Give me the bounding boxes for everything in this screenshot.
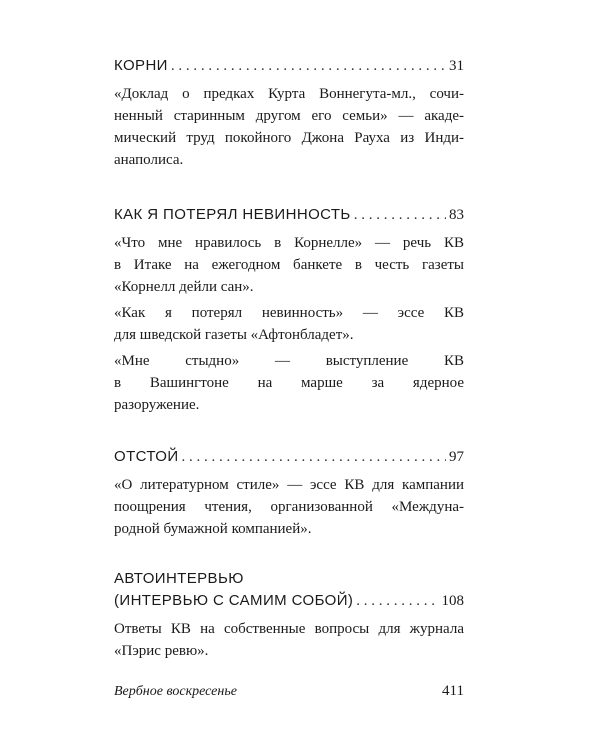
description-line: в Вашингтоне на марше за ядерное <box>114 375 464 391</box>
toc-entry-page: 83 <box>449 207 464 223</box>
toc-entry-heading[interactable] <box>114 55 464 77</box>
description-line: «Доклад о предках Курта Воннегута-мл., сочи- <box>114 86 464 102</box>
toc-entry-otstoy <box>114 446 464 540</box>
toc-entry-page: 31 <box>449 58 464 74</box>
description-line: «Как я потерял невинность» — эссе КВ <box>114 305 464 321</box>
toc-entry-title: КОРНИ <box>114 57 168 74</box>
description-line: для шведской газеты «Афтонбладет». <box>114 327 354 343</box>
description-line: анаполиса. <box>114 152 184 168</box>
toc-entry-heading[interactable] <box>114 204 464 226</box>
running-footer-title: Вербное воскресенье <box>114 684 237 699</box>
description-line: «О литературном стиле» — эссе КВ для кампании <box>114 477 464 493</box>
dot-leader <box>354 204 446 226</box>
toc-entry-description <box>114 83 464 171</box>
toc-entry-description <box>114 474 464 540</box>
description-line: разоружение. <box>114 397 200 413</box>
dot-leader <box>171 55 446 77</box>
toc-entry-description <box>114 232 464 298</box>
page-footer <box>114 683 464 700</box>
toc-entry-innocence <box>114 204 464 416</box>
description-line: поощрения чтения, организованной «Междуна- <box>114 499 464 515</box>
toc-entry-description <box>114 618 464 662</box>
toc-entry-self-interview <box>114 568 464 662</box>
dot-leader <box>356 590 438 612</box>
toc-entry-title: (ИНТЕРВЬЮ С САМИМ СОБОЙ) <box>114 592 354 609</box>
toc-entry-title: КАК Я ПОТЕРЯЛ НЕВИННОСТЬ <box>114 206 351 223</box>
toc-entry-heading[interactable] <box>114 590 464 612</box>
toc-entry-page: 97 <box>449 449 464 465</box>
toc-entry-description <box>114 302 464 346</box>
toc-entry-title-line1[interactable]: АВТОИНТЕРВЬЮ <box>114 570 244 587</box>
description-line: Ответы КВ на собственные вопросы для журнала <box>114 621 464 637</box>
toc-entry-heading[interactable] <box>114 446 464 468</box>
toc-page <box>114 0 464 750</box>
dot-leader <box>182 446 446 468</box>
page-number: 411 <box>442 683 464 699</box>
description-line: «Корнелл дейли сан». <box>114 279 254 295</box>
description-line: «Что мне нравилось в Корнелле» — речь КВ <box>114 235 464 251</box>
description-line: в Итаке на ежегодном банкете в честь газеты <box>114 257 464 273</box>
toc-entry-page: 108 <box>441 593 464 609</box>
toc-entry-roots <box>114 55 464 171</box>
toc-entry-description <box>114 350 464 416</box>
description-line: ненный старинным другом его семьи» — акаде- <box>114 108 464 124</box>
toc-entry-title: ОТСТОЙ <box>114 448 179 465</box>
description-line: «Пэрис ревю». <box>114 643 209 659</box>
description-line: мический труд покойного Джона Рауха из Инди- <box>114 130 464 146</box>
description-line: родной бумажной компанией». <box>114 521 312 537</box>
description-line: «Мне стыдно» — выступление КВ <box>114 353 464 369</box>
